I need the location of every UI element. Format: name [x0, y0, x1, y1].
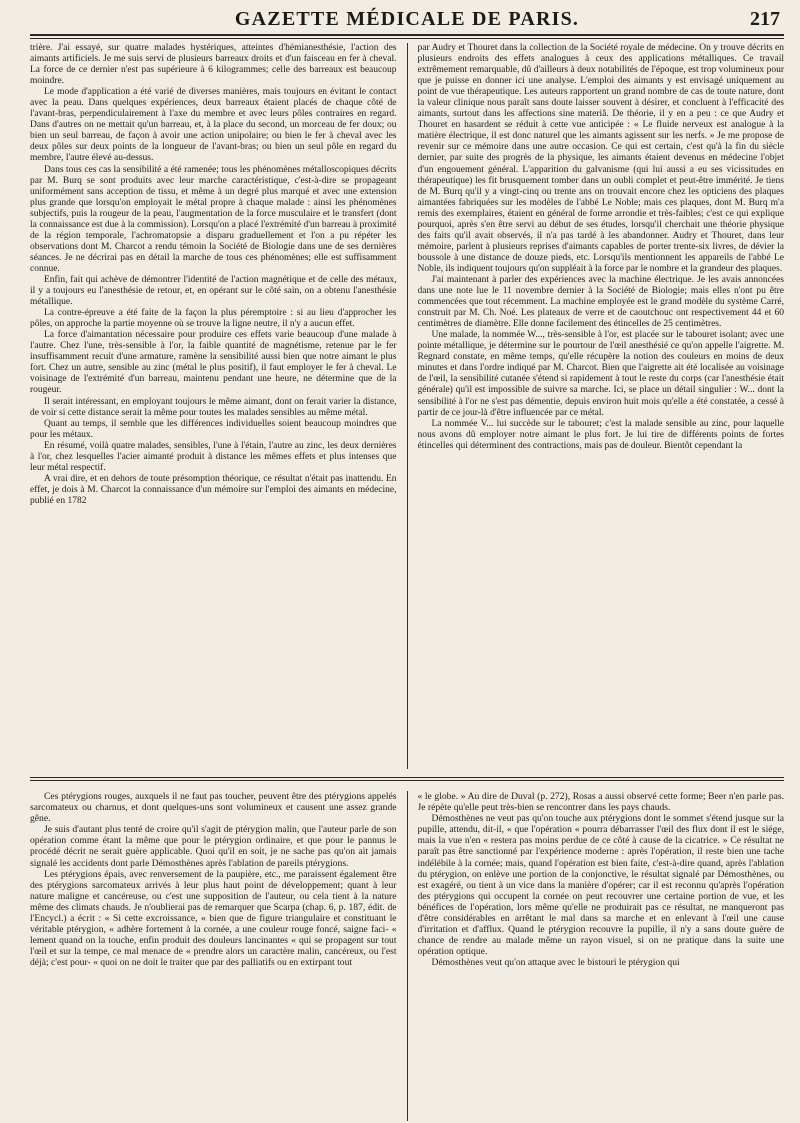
- paragraph: Dans tous ces cas la sensibilité a été ramenée; tous les phénomènes métalloscopiques décrits par M. Burq se sont produits avec leur marche caractéristique, c'est-à-dire se propageant uniformément sans acception de tissu, et même à un degré plus marqué et avec une extension plus grande que lorsqu'on employait le métal propre à chaque malade : ainsi les phénomènes subjectifs, puis la rougeur de la peau, l'augmentation de la force musculaire et le transfert (dont la connaissance est due à la commission). Lorsqu'on a placé l'extrémité d'un barreau à proximité de la région temporale, l'achromatopsie a disparu graduellement et l'on a pu répéter les observations dont M. Charcot a rendu témoin la Société de Biologie dans une de ses dernières séances. Je ne décrirai pas en détail la marche de tous ces phénomènes; elle est suffisamment connue.: [30, 164, 397, 274]
- top-article: [30, 43, 784, 769]
- paragraph: En résumé, voilà quatre malades, sensibles, l'une à l'étain, l'autre au zinc, les deux dernières à l'or, chez lesquelles l'acier aimanté produit à distance les mêmes effets et plus intenses que leur métal respectif.: [30, 440, 397, 473]
- paragraph: Il serait intéressant, en employant toujours le même aimant, dont on ferait varier la distance, de voir si cette distance serait la même pour toutes les malades sensibles au même métal.: [30, 396, 397, 418]
- paragraph: Démosthènes veut qu'on attaque avec le bistouri le ptérygion qui: [431, 957, 680, 969]
- paragraph: Les ptérygions épais, avec renversement de la paupière, etc., me paraissent également être des ptérygions sarcomateux arrivés à leur plus haut point de développement; quant à leur nature maligne et cancéreuse, ou c'est une supposition de l'auteur, ou cela tient à la nature même des climats chauds. Je n'oublierai pas de remarquer que Scarpa (chap. 6, p. 187, édit. de l'Encycl.) a écrit : « Si cette excroissance, « bien que de figure triangulaire et constituant le véritable ptérygion, « adhère fortement à la cornée, a une couleur rouge foncé, saigne faci- « lement quand on la touche, enfin produit des douleurs lancinantes « qui se propagent sur tout l'œil et sur la tempe, ce mal menace de « prendre alors un caractère malin, cancéreux, ou l'est déjà; c'est pour- « quoi on ne doit le traiter que par des palliatifs ou en extirpant tout: [30, 868, 397, 969]
- section-separator: [30, 777, 784, 781]
- paragraph: par Audry et Thouret dans la collection de la Société royale de médecine. On y trouve décrits en plusieurs endroits des effets analogues à ceux des applications métalliques. Ce travail extrêmement remarquable, dû d'ailleurs à deux notabilités de l'époque, est trop volumineux pour que je puisse en donner ici une analyse. L'emploi des aimants y est envisagé uniquement au point de vue thérapeutique. Les auteurs rapportent un grand nombre de cas de toute nature, dont la valeur clinique nous paraît sans doute laisser souvent à désirer, et concluent à l'efficacité des aimants, surtout dans les affections sine materiâ. De théorie, il y en a peu : ce que Audry et Thouret en hasardent se réduit à cette vue anticipée : « Le fluide nerveux est analogue à la matière électrique, il est donc naturel que les aimants agissent sur les nerfs. » Je me propose de revenir sur ce mémoire dans une autre occasion. Ce qui est certain, c'est qu'à la fin du siècle dernier, par suite des progrès de la physique, les aimants étaient devenus en médecine l'objet d'un engouement général. L'apparition du galvanisme (qui lui aussi a eu ses vicissitudes en thérapeutique) les fit brusquement tomber dans un oubli complet et peut-être immérité. Je tiens de M. Burq qu'il y a vingt-cinq ou trente ans on trouvait encore chez les opticiens des plaques aimantées fabriquées sur les modèles de l'abbé Le Noble; mais ces plaques, dont M. Burq m'a remis des exemplaires, étaient en général de forme arrondie et très-faibles; c'est ce qui explique pourquoi, après s'en être servi au début de ses études, lorsqu'il cherchait une théorie physique des faits qu'il avait observés, il n'a pas tardé à les abandonner. Audry et Thouret, dans leur mémoire, parlent à plusieurs reprises d'aimants capables de porter trente-six livres, de dévier la boussole à une distance de douze pieds, etc. Lorsqu'ils mentionnent les appareils de l'abbé Le Noble, ils indiquent toujours qu'on suppléait à la force par le nombre et la grandeur des plaques.: [417, 43, 784, 274]
- paragraph: Le mode d'application a été varié de diverses manières, mais toujours en évitant le contact avec la peau. Dans quelques expériences, deux barreaux étaient placés de chaque côté de l'avant-bras, perpendiculairement à l'axe du membre et avec leurs pôles contraires en regard. Dans d'autres on ne mettait qu'un barreau, et, à la place du second, un morceau de fer doux; ou bien un seul barreau, de façon à avoir une action unipolaire; ou bien le fer à cheval avec les deux pôles sur deux points de la longueur de l'avant-bras; ou bien un seul pôle en regard du membre, l'autre élevé au-dessus.: [30, 87, 397, 164]
- paragraph: La contre-épreuve a été faite de la façon la plus péremptoire : si au lieu d'approcher les pôles, on approche la partie moyenne où se trouve la ligne neutre, il n'y a aucun effet.: [30, 308, 397, 330]
- bottom-right-column: [418, 791, 785, 1121]
- paragraph: « le globe. » Au dire de Duval (p. 272), Rosas a aussi observé cette forme; Beer n'en parle pas. Je répète qu'elle peut très-bien se rencontrer dans les pays chauds.: [417, 791, 784, 814]
- column-divider: [407, 43, 408, 769]
- column-divider: [407, 791, 408, 1121]
- feuilleton-article: [30, 791, 784, 1121]
- paragraph: A vrai dire, et en dehors de toute présomption théorique, ce résultat n'était pas inattendu. En effet, je dois à M. Charcot la connaissance d'un mémoire sur l'emploi des aimants en médecine, publié en 1782: [30, 473, 397, 506]
- page-number: 217: [750, 8, 780, 30]
- paragraph: J'ai maintenant à parler des expériences avec la machine électrique. Je les avais annoncées dans une note lue le 11 novembre dernier à la Société de Biologie; mais elles n'ont pu être commencées que tout récemment. La machine employée est le grand modèle du système Carré, construit par M. Ch. Noé. Les plateaux de verre et de caoutchouc ont respectivement 44 et 60 centimètres de diamètre. Elle donne facilement des étincelles de 25 centimètres.: [417, 274, 784, 330]
- page-header: [30, 6, 784, 32]
- journal-title: GAZETTE MÉDICALE DE PARIS.: [234, 8, 580, 30]
- bottom-left-column: [30, 791, 397, 1121]
- paragraph: La force d'aimantation nécessaire pour produire ces effets varie beaucoup d'une malade à l'autre. Chez l'une, très-sensible à l'or, la faible quantité de magnétisme, retenue par le fer insuffisamment recuit d'une armature, ramène la sensibilité aussi bien que notre aimant le plus fort. Chez un autre, sensible au zinc (métal le plus positif), il faut employer le fer à cheval. Le voisinage de l'extrémité d'un barreau, maintenu pendant une heure, ne détermine que de la rougeur.: [30, 330, 397, 396]
- paragraph: Quant au temps, il semble que les différences individuelles soient beaucoup moindres que pour les métaux.: [30, 418, 397, 440]
- paragraph: Démosthènes ne veut pas qu'on touche aux ptérygions dont le sommet s'étend jusque sur la pupille, attendu, dit-il, « que l'opération « pourra débarrasser l'œil des flux dont il est le siége, mais la vue n'en « restera pas moins perdue de ce côté à cause de la cicatrice. » Ce résultat ne paraît pas être sanctionné par l'expérience moderne : après l'opération, il reste bien une tache indélébile à la cornée; mais, quand l'opération est bien faite, c'est-à-dire quand, après l'ablation du ptérygion, on enlève une portion de la conjonctive, le résultat signalé par Démosthènes, ou est exagéré, ou tient à un vice dans la manière d'opérer; car il est reconnu qu'après l'opération des ptérygions qui occupent la cornée on peut recouvrer une certaine portion de vue, et les bénéfices de l'opération, lors même qu'elle ne produirait pas ce résultat, ne manqueront pas d'être considérables en arrêtant le mal dans sa marche et en enlevant à l'œil une cause d'irritation et d'afflux. Quand le ptérygion recouvre la pupille, il n'y a sans doute guère de chance de rendre au malade même un rayon visuel, si on ne pratique dans la suite une opération optique.: [417, 813, 784, 958]
- paragraph: La nommée V... lui succède sur le tabouret; c'est la malade sensible au zinc, pour laquelle nous avons dû employer notre aimant le plus fort. Je lui tire de différents points de fortes étincelles qui déterminent des contractions, mais pas de douleur. Bientôt cependant la: [417, 418, 784, 451]
- paragraph: Je suis d'autant plus tenté de croire qu'il s'agit de ptérygion malin, que l'auteur parle de son opération comme étant la même que pour le ptérygion ordinaire, et que pour le pannus le procédé décrit ne serait guère applicable. Quoi qu'il en soit, je ne sache pas qu'on ait jamais signalé les accidents dont parle Démosthènes après l'ablation de pareils ptérygions.: [30, 824, 397, 869]
- paragraph: Ces ptérygions rouges, auxquels il ne faut pas toucher, peuvent être des ptérygions appelés sarcomateux ou charnus, et dont quelques-uns sont volumineux et causent une assez grande gêne.: [30, 791, 397, 825]
- top-right-column: [418, 43, 785, 769]
- header-rule: [30, 34, 784, 39]
- top-left-column: [30, 43, 397, 769]
- paragraph: trière. J'ai essayé, sur quatre malades hystériques, atteintes d'hémianesthésie, l'action des aimants artificiels. Je me suis servi de plusieurs barreaux droits et d'un faisceau en fer à cheval. La force de ce dernier n'est pas supérieure à 6 kilogrammes; celle des barreaux est beaucoup moindre.: [30, 43, 397, 87]
- paragraph: Enfin, fait qui achève de démontrer l'identité de l'action magnétique et de celle des métaux, il y a toujours eu l'anesthésie de retour, et, en opérant sur le côté sain, on a obtenu l'anesthésie métallique.: [30, 274, 397, 308]
- paragraph: Une malade, la nommée W..., très-sensible à l'or, est placée sur le tabouret isolant; avec une pointe métallique, je détermine sur le pourtour de l'œil anesthésié ce qu'on appelle l'aigrette. M. Regnard constate, en même temps, qu'elle récupère la notion des couleurs en moins de deux minutes et dans l'ordre indiqué par M. Charcot. Bien que l'aigrette ait été localisée au voisinage de l'œil, la sensibilité cutanée s'étend si rapidement à tout le reste du corps (car l'anesthésie était générale) qu'il est impossible de suivre sa marche. Ici, se place un détail singulier : W... dont la sensibilité à l'or ne s'est pas démentie, depuis environ huit mois qu'elle a été constatée, a cessé à partir de ce jour-là d'être influencée par ce métal.: [417, 330, 784, 418]
